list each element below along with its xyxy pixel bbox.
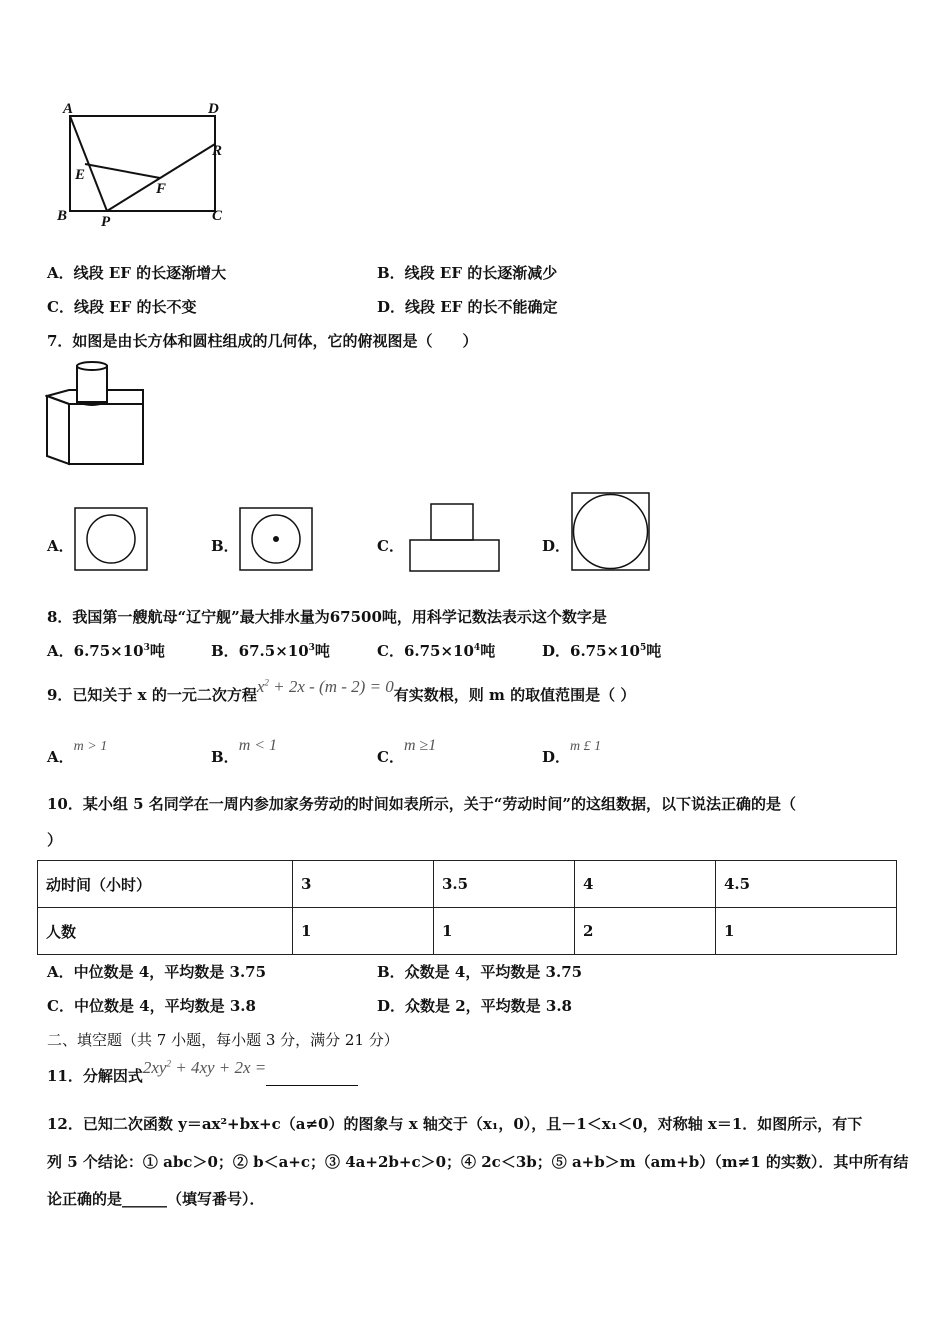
- cylinder-top: [77, 362, 107, 370]
- table-cell: 1: [434, 908, 575, 955]
- section-heading: 二、填空题（共 7 小题，每小题 3 分，满分 21 分）: [47, 1031, 399, 1049]
- q8-option-d: D．$6.75\times 10^5$吨: [542, 642, 662, 660]
- q12-line2: 列 5 个结论：① abc＞0；② b＜a+c；③ 4a+2b+c＞0；④ 2c＜3b；⑤ a+b＞m（am+b）（m≠1 的实数）．其中所有结: [47, 1153, 909, 1171]
- q6-option-a: A．线段 EF 的长逐渐增大: [47, 264, 227, 282]
- q6-option-c: C．线段 EF 的长不变: [47, 298, 197, 316]
- q6-option-b: B．线段 EF 的长逐渐减少: [377, 264, 558, 282]
- label-p: P: [101, 214, 111, 230]
- q10-stem-line2: ）: [47, 831, 63, 849]
- segment-ef: [85, 164, 160, 178]
- box-side-face: [47, 396, 69, 464]
- q10-option-a: A．中位数是 4，平均数是 3.75: [47, 963, 267, 981]
- q8-stem: 8．我国第一艘航母“辽宁舰”最大排水量为67500吨，用科学记数法表示这个数字是: [47, 608, 607, 626]
- segment-ap: [70, 116, 107, 211]
- label-r: R: [212, 143, 223, 159]
- table-cell: 4: [575, 861, 716, 908]
- label-b: B: [57, 208, 68, 224]
- rectangle-abcd: [70, 116, 215, 211]
- q7-option-b-figure: [239, 507, 313, 571]
- table-cell: 动时间（小时）: [38, 861, 293, 908]
- q8-option-a: A．$6.75\times 10^3$吨: [47, 642, 165, 660]
- table-row: [38, 861, 897, 908]
- table-cell: 1: [293, 908, 434, 955]
- table-cell: 3.5: [434, 861, 575, 908]
- q7-option-a-figure: [74, 507, 148, 571]
- q8-option-c: C．$6.75\times 10^4$吨: [377, 642, 496, 660]
- q7-label-b: B．: [211, 537, 239, 555]
- table-row: [38, 908, 897, 955]
- cylinder-body: [77, 366, 107, 402]
- q7-option-c-figure: [409, 503, 501, 573]
- solid-figure: [45, 360, 147, 468]
- q9-stem: 9．已知关于 x 的一元二次方程$x^2 + 2x - (m - 2) = 0$有实数根，则 m 的取值范围是（ ）: [47, 677, 636, 704]
- table-cell: 1: [716, 908, 897, 955]
- q6-option-d: D．线段 EF 的长不能确定: [377, 298, 558, 316]
- q9-option-d: D．m £ 1: [542, 739, 602, 766]
- q7-option-d-figure: [571, 492, 651, 572]
- q7-label-a: A．: [47, 537, 74, 555]
- labor-time-table: [37, 860, 897, 955]
- q10-option-d: D．众数是 2，平均数是 3.8: [377, 997, 572, 1015]
- box-front-face: [69, 404, 143, 464]
- segment-pr: [107, 144, 215, 211]
- q10-option-c: C．中位数是 4，平均数是 3.8: [47, 997, 256, 1015]
- q7-label-c: C．: [377, 537, 404, 555]
- lower-rectangle: [410, 540, 499, 571]
- q9-option-c: C．m ≥1: [377, 737, 437, 766]
- q12-line3: 论正确的是______（填写番号）．: [47, 1190, 265, 1208]
- q10-stem-line1: 10．某小组 5 名同学在一周内参加家务劳动的时间如表所示，关于“劳动时间”的这组数据，以下说法正确的是（: [47, 795, 797, 813]
- table-cell: 3: [293, 861, 434, 908]
- table-cell: 人数: [38, 908, 293, 955]
- center-dot: [273, 536, 279, 542]
- square-outline: [75, 508, 147, 570]
- q11-expression: $2xy^2 + 4xy + 2x$ =: [142, 1058, 267, 1077]
- q7-label-d: D．: [542, 537, 571, 555]
- answer-blank[interactable]: [266, 1067, 358, 1086]
- circle-outline: [574, 495, 648, 569]
- label-c: C: [212, 208, 223, 224]
- label-e: E: [75, 167, 86, 183]
- q9-option-a: A．m > 1: [47, 739, 108, 766]
- q7-stem: 7．如图是由长方体和圆柱组成的几何体，它的俯视图是（ ）: [47, 332, 478, 350]
- q9-equation: $x^2 + 2x - (m - 2) = 0$: [256, 677, 394, 696]
- table-cell: 4.5: [716, 861, 897, 908]
- q11-stem: 11．分解因式$2xy^2 + 4xy + 2x$ =: [47, 1065, 358, 1086]
- q9-option-b: B．m < 1: [211, 737, 278, 766]
- circle-outline: [87, 515, 135, 563]
- q12-line1: 12．已知二次函数 y＝ax²+bx+c（a≠0）的图象与 x 轴交于（x₁，0），且－1＜x₁＜0，对称轴 x＝1．如图所示，有下: [47, 1115, 863, 1133]
- upper-rectangle: [431, 504, 473, 540]
- q8-option-b: B．$67.5\times 10^3$吨: [211, 642, 330, 660]
- label-f: F: [156, 181, 167, 197]
- table-cell: 2: [575, 908, 716, 955]
- q10-option-b: B．众数是 4，平均数是 3.75: [377, 963, 583, 981]
- square-outline: [572, 493, 649, 570]
- label-a: A: [63, 101, 74, 117]
- rectangle-figure: [55, 98, 235, 230]
- label-d: D: [208, 101, 219, 117]
